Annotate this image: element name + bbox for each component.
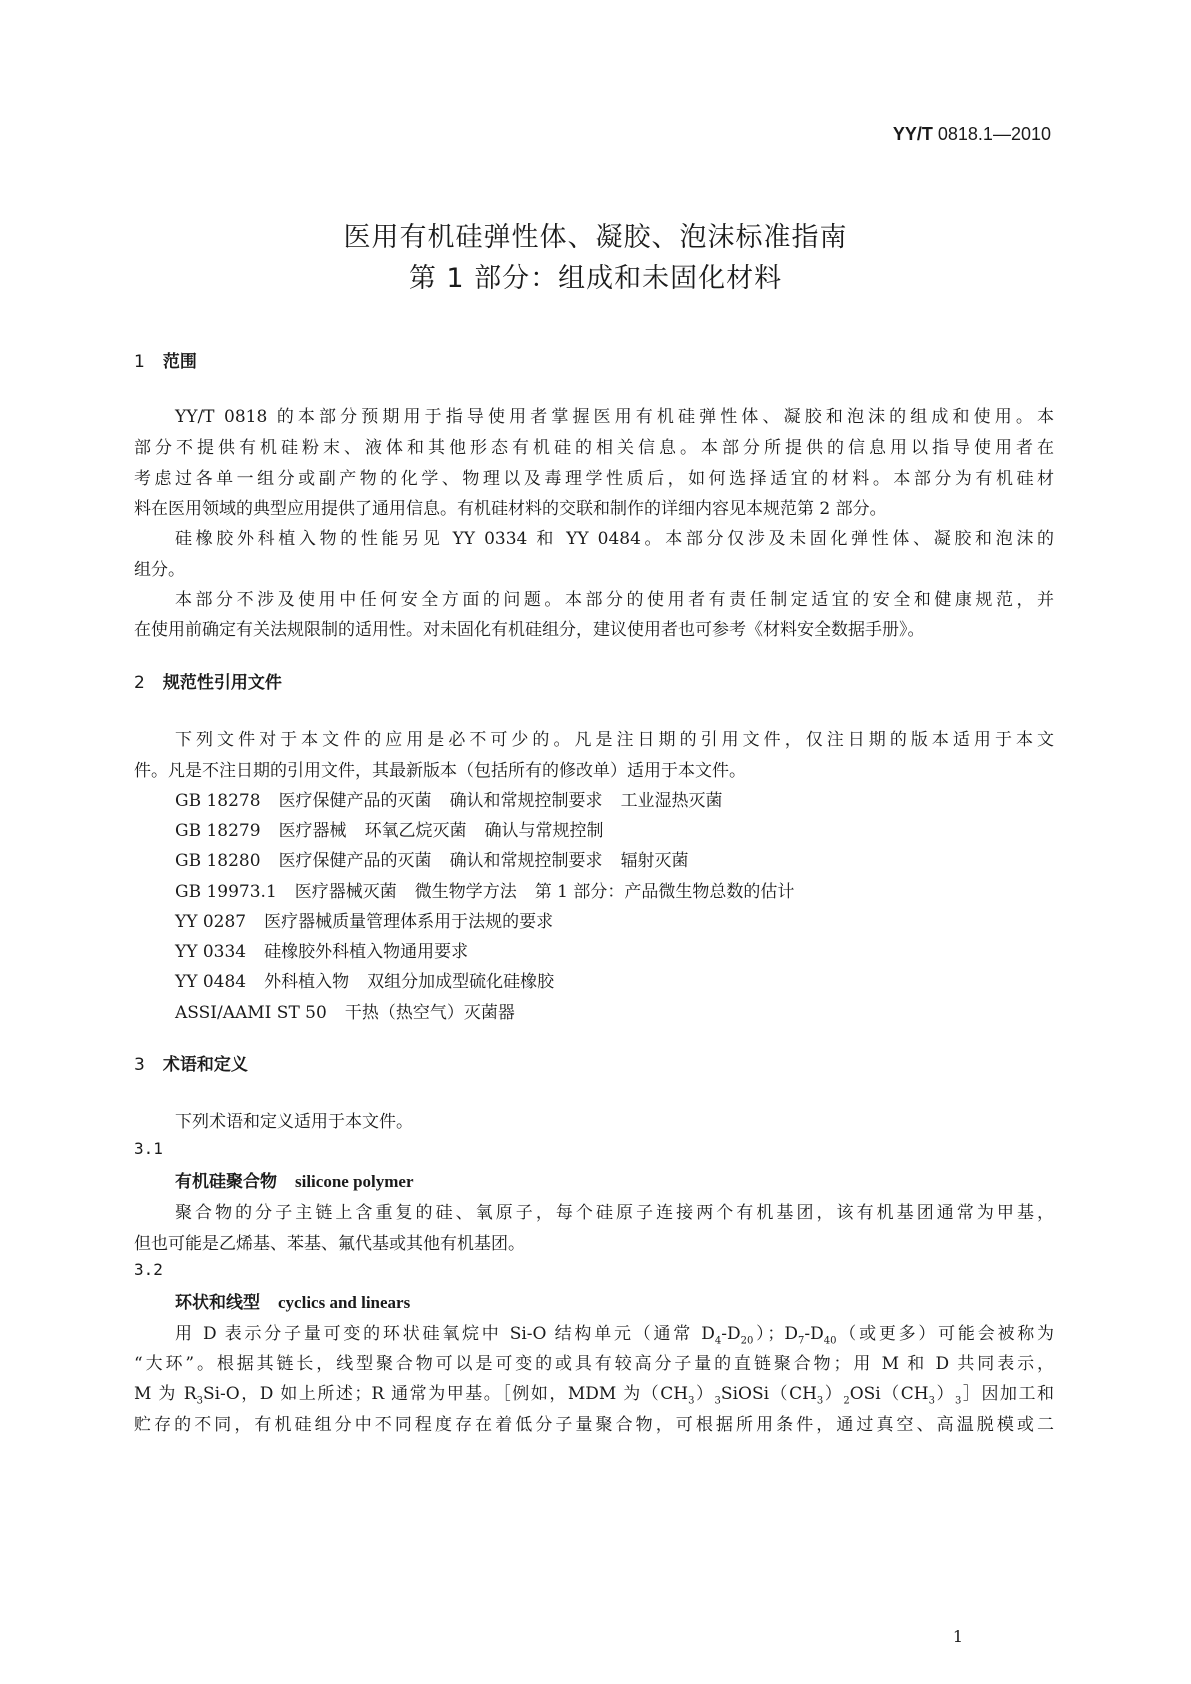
term-number-3-2: 3.2 [134, 1260, 163, 1279]
s1-line-3: 考虑过各单一组分或副产物的化学、物理以及毒理学性质后，如何选择适宜的材料。本部分为有机硅材 [134, 469, 1054, 489]
reference-item: GB 18278 医疗保健产品的灭菌 确认和常规控制要求 工业湿热灭菌 [175, 791, 723, 811]
section-heading-3: 3 术语和定义 [134, 1055, 248, 1075]
s1-line-8: 在使用前确定有关法规限制的适用性。对未固化有机硅组分，建议使用者也可参考《材料安全数据手册》。 [134, 620, 925, 640]
page-number: 1 [952, 1627, 963, 1646]
s1-line-4: 料在医用领域的典型应用提供了通用信息。有机硅材料的交联和制作的详细内容见本规范第 2 部分。 [134, 499, 887, 519]
term-3-2-def-line-1: 用 D 表示分子量可变的环状硅氧烷中 Si-O 结构单元（通常 $D_4-D_{20}$）；$D_7-D_{40}$（或更多）可能会被称为 [175, 1324, 1055, 1347]
s1-line-1: YY/T 0818 的本部分预期用于指导使用者掌握医用有机硅弹性体、凝胶和泡沫的组成和使用。本 [175, 407, 1054, 427]
reference-item: GB 18279 医疗器械 环氧乙烷灭菌 确认与常规控制 [175, 821, 604, 841]
reference-item: YY 0484 外科植入物 双组分加成型硫化硅橡胶 [175, 972, 555, 992]
document-title-line-2: 第 1 部分：组成和未固化材料 [408, 263, 783, 294]
term-3-1-def-line-1: 聚合物的分子主链上含重复的硅、氧原子，每个硅原子连接两个有机基团，该有机基团通常为甲基， [175, 1203, 1054, 1223]
reference-item: YY 0334 硅橡胶外科植入物通用要求 [175, 942, 469, 962]
document-title-line-1: 医用有机硅弹性体、凝胶、泡沫标准指南 [343, 222, 848, 253]
term-number-3-1: 3.1 [134, 1139, 163, 1158]
section-heading-1: 1 范围 [134, 352, 197, 372]
s1-line-6: 组分。 [134, 560, 185, 580]
term-3-2-def-line-2: “大环”。根据其链长，线型聚合物可以是可变的或具有较高分子量的直链聚合物；用 M 和 D 共同表示， [134, 1354, 1054, 1374]
s1-line-5: 硅橡胶外科植入物的性能另见 YY 0334 和 YY 0484。本部分仅涉及未固化弹性体、凝胶和泡沫的 [175, 529, 1054, 549]
section-heading-2: 2 规范性引用文件 [134, 673, 282, 693]
s1-line-7: 本部分不涉及使用中任何安全方面的问题。本部分的使用者有责任制定适宜的安全和健康规范，并 [175, 590, 1054, 610]
term-3-2: 环状和线型 cyclics and linears [175, 1293, 411, 1313]
reference-item: GB 18280 医疗保健产品的灭菌 确认和常规控制要求 辐射灭菌 [175, 851, 689, 871]
term-3-2-def-line-3: M 为 $R_3Si-O$，D 如上所述；R 通常为甲基。［例如，MDM 为$(CH_3)_3SiOSi(CH_3)_2OSi(CH_3)_3]$因加工和 [134, 1384, 1055, 1407]
reference-item: ASSI/AAMI ST 50 干热（热空气）灭菌器 [175, 1003, 515, 1023]
s2-line-1: 下列文件对于本文件的应用是必不可少的。凡是注日期的引用文件，仅注日期的版本适用于本文 [175, 730, 1054, 750]
reference-item: GB 19973.1 医疗器械灭菌 微生物学方法 第 1 部分：产品微生物总数的估计 [175, 882, 795, 902]
standard-number: YY/T 0818.1—2010 [892, 124, 1051, 144]
term-3-2-def-line-4: 贮存的不同，有机硅组分中不同程度存在着低分子量聚合物，可根据所用条件，通过真空、高温脱模或二 [134, 1415, 1054, 1435]
s3-intro: 下列术语和定义适用于本文件。 [175, 1112, 413, 1132]
term-3-1: 有机硅聚合物 silicone polymer [175, 1172, 414, 1192]
s2-line-2: 件。凡是不注日期的引用文件，其最新版本（包括所有的修改单）适用于本文件。 [134, 761, 746, 781]
reference-item: YY 0287 医疗器械质量管理体系用于法规的要求 [175, 912, 554, 932]
s1-line-2: 部分不提供有机硅粉末、液体和其他形态有机硅的相关信息。本部分所提供的信息用以指导使用者在 [134, 438, 1054, 458]
term-3-1-def-line-2: 但也可能是乙烯基、苯基、氟代基或其他有机基团。 [134, 1234, 525, 1254]
